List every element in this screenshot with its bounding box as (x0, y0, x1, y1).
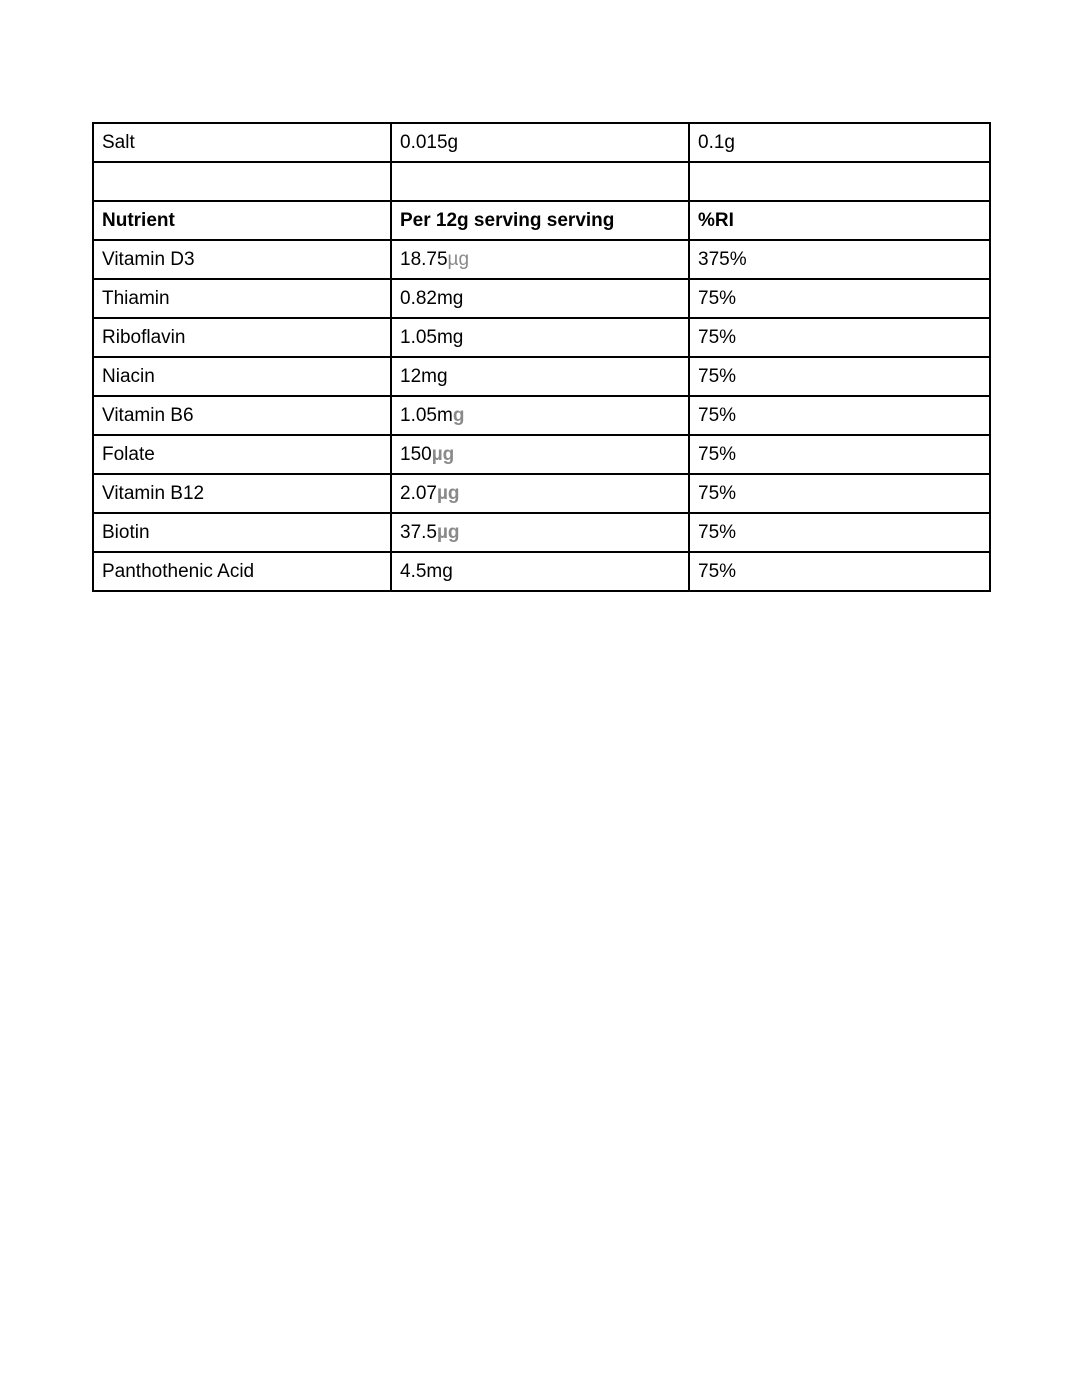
amount-value: 1.05m (400, 405, 453, 426)
per-serving-cell (391, 240, 689, 279)
nutrient-cell: Folate (93, 435, 391, 474)
nutrient-cell: Panthothenic Acid (93, 552, 391, 591)
table-header-row (93, 201, 990, 240)
nutrient-cell: Thiamin (93, 279, 391, 318)
ri-cell: 375% (689, 240, 990, 279)
table-row (93, 357, 990, 396)
nutrient-cell: Vitamin B12 (93, 474, 391, 513)
per-serving-cell (391, 279, 689, 318)
table-row-salt (93, 123, 990, 162)
per-serving-cell (391, 318, 689, 357)
amount-value: 0.82mg (400, 288, 464, 309)
unit-label: µg (431, 444, 455, 465)
per-serving-cell (391, 435, 689, 474)
per-serving-cell (391, 357, 689, 396)
nutrient-cell: Vitamin B6 (93, 396, 391, 435)
per-serving-cell (391, 513, 689, 552)
amount-value: 37.5 (400, 522, 437, 543)
ri-cell: 75% (689, 279, 990, 318)
table-row (93, 513, 990, 552)
table-row (93, 318, 990, 357)
per-serving-cell (391, 552, 689, 591)
amount-value: 12mg (400, 366, 448, 387)
table-row (93, 474, 990, 513)
header-per-serving: Per 12g serving serving (391, 201, 689, 240)
ri-cell: 75% (689, 552, 990, 591)
nutrient-cell: Riboflavin (93, 318, 391, 357)
amount-value: 4.5mg (400, 561, 453, 582)
ri-cell: 75% (689, 474, 990, 513)
nutrient-cell: Salt (93, 123, 391, 162)
nutrition-table (92, 122, 991, 592)
ri-cell: 75% (689, 318, 990, 357)
ri-cell: 75% (689, 435, 990, 474)
amount-value: 150 (400, 444, 432, 465)
per-serving-cell (391, 162, 689, 201)
header-nutrient: Nutrient (93, 201, 391, 240)
unit-label: g (452, 405, 465, 426)
amount-value: 2.07 (400, 483, 437, 504)
table-row (93, 240, 990, 279)
table-row-empty (93, 162, 990, 201)
table-row (93, 435, 990, 474)
unit-label: µg (436, 483, 460, 504)
nutrient-cell (93, 162, 391, 201)
table-row (93, 279, 990, 318)
ri-cell: 75% (689, 396, 990, 435)
ri-cell: 75% (689, 357, 990, 396)
unit-label: µg (447, 249, 470, 270)
header-ri: %RI (689, 201, 990, 240)
nutrient-cell: Niacin (93, 357, 391, 396)
vitamin-rows (93, 240, 990, 591)
ri-cell: 0.1g (689, 123, 990, 162)
per-serving-cell (391, 474, 689, 513)
nutrient-cell: Biotin (93, 513, 391, 552)
nutrient-cell: Vitamin D3 (93, 240, 391, 279)
amount-value: 1.05mg (400, 327, 464, 348)
amount-value: 18.75 (400, 249, 448, 270)
per-serving-cell: 0.015g (391, 123, 689, 162)
unit-label: µg (436, 522, 460, 543)
table-row (93, 396, 990, 435)
per-serving-cell (391, 396, 689, 435)
ri-cell (689, 162, 990, 201)
ri-cell: 75% (689, 513, 990, 552)
table-row (93, 552, 990, 591)
